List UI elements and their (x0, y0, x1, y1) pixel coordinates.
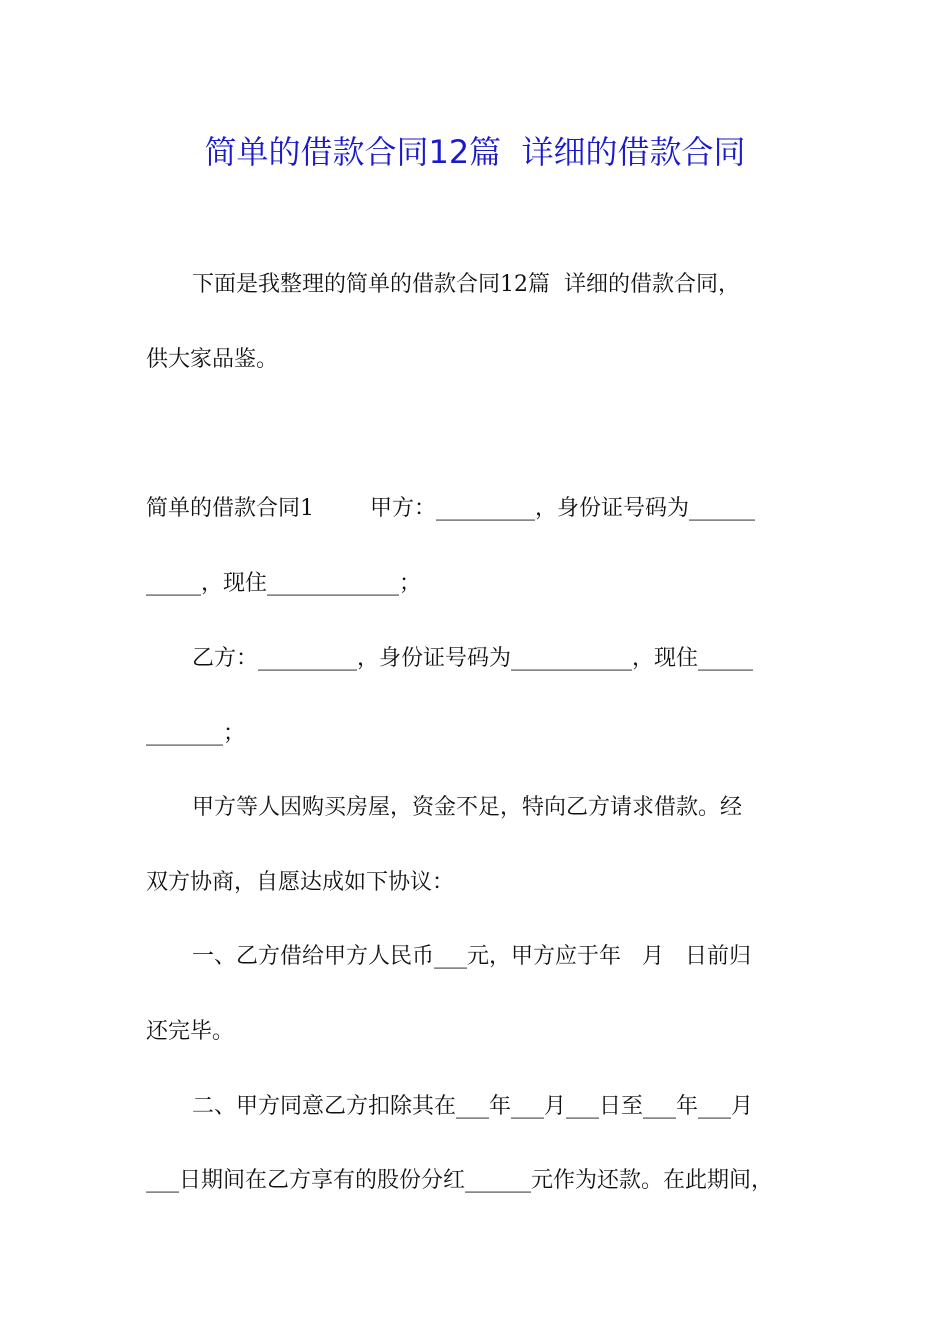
contract-party-b-line-1: 乙方：_________，身份证号码为___________，现住_____ (192, 646, 754, 671)
clause-2-line-2: ___日期间在乙方享有的股份分红______元作为还款。在此期间， (146, 1168, 774, 1193)
document-title: 简单的借款合同12篇 详细的借款合同 (204, 133, 746, 171)
contract-party-a-line-1: 简单的借款合同1 甲方：_________，身份证号码为______ (146, 496, 755, 521)
contract-preamble-line-1: 甲方等人因购买房屋，资金不足，特向乙方请求借款。经 (192, 795, 743, 820)
contract-party-a-line-2: _____，现住____________； (146, 571, 422, 596)
intro-line-1: 下面是我整理的简单的借款合同12篇 详细的借款合同， (192, 272, 740, 297)
clause-2-line-1: 二、甲方同意乙方扣除其在___年___月___日至___年___月 (192, 1094, 754, 1119)
clause-1-line-2: 还完毕。 (146, 1019, 235, 1044)
contract-party-b-line-2: _______； (146, 721, 246, 746)
intro-line-2: 供大家品鉴。 (146, 347, 279, 372)
contract-preamble-line-2: 双方协商，自愿达成如下协议： (146, 870, 455, 895)
clause-1-line-1: 一、乙方借给甲方人民币___元，甲方应于年 月 日前归 (192, 944, 751, 969)
